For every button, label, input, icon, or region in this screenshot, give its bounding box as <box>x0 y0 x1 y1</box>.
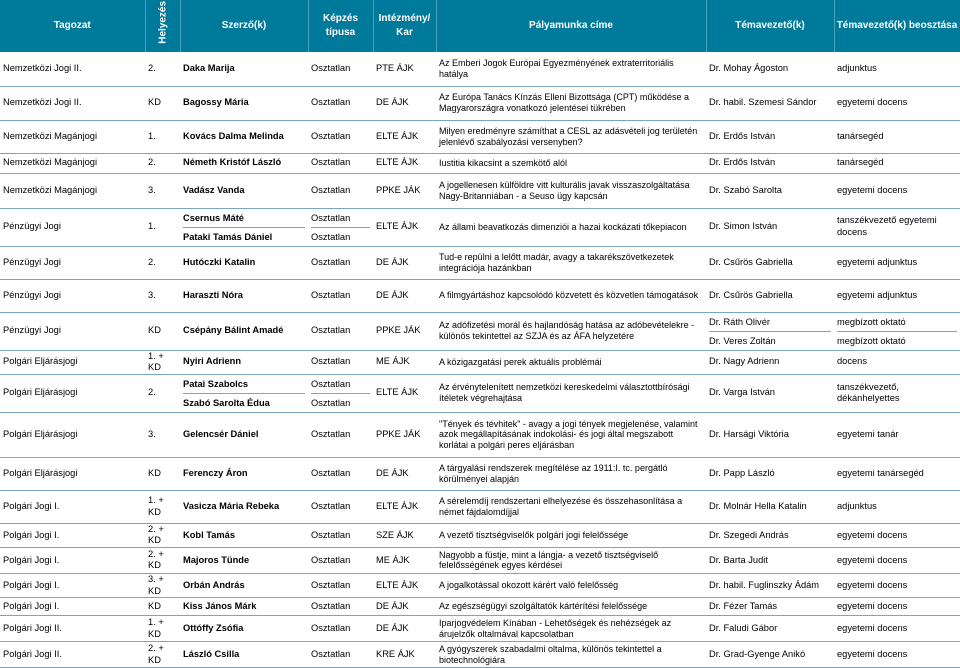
table-row <box>0 412 960 457</box>
cell-kepzes <box>308 86 373 120</box>
cell-beosztas <box>834 616 960 642</box>
cell-temavezeto-value: Dr. Grad-Gyenge Anikó <box>709 648 806 659</box>
cell-temavezeto-value: Dr. Erdős István <box>709 157 776 168</box>
cell-intezmeny: DE ÁJK <box>373 86 436 120</box>
cell-beosztas-value: egyetemi docens <box>837 579 908 590</box>
cell-intezmeny: SZE ÁJK <box>373 523 436 547</box>
cell-kepzes-value: Osztatlan <box>311 256 351 267</box>
cell-cim: Az Emberi Jogok Európai Egyezményének extraterritoriális hatálya <box>436 52 706 86</box>
table-row <box>0 279 960 312</box>
cell-cim: A tárgyalási rendszerek megítélése az 1911:I. tc. pergátló körülményei alapján <box>436 457 706 490</box>
cell-tagozat: Pénzügyi Jogi <box>0 208 145 246</box>
table-row <box>0 490 960 523</box>
cell-helyezes: KD <box>145 86 180 120</box>
cell-beosztas-value: tanszékvezető, dékánhelyettes <box>837 381 900 404</box>
cell-temavezeto-value: Dr. Erdős István <box>709 130 776 141</box>
cell-szerzo-value: Vadász Vanda <box>183 184 245 195</box>
cell-kepzes-value: Osztatlan <box>311 157 351 168</box>
cell-intezmeny: PPKE JÁK <box>373 173 436 208</box>
cell-beosztas-value: egyetemi docens <box>837 97 908 108</box>
cell-intezmeny: ELTE ÁJK <box>373 208 436 246</box>
header-intezmeny: Intézmény/ Kar <box>373 0 436 52</box>
cell-tagozat: Polgári Jogi I. <box>0 598 145 616</box>
cell-temavezeto-value: Dr. Varga István <box>709 387 775 398</box>
cell-temavezeto <box>706 547 834 573</box>
cell-intezmeny: ELTE ÁJK <box>373 153 436 173</box>
table-row <box>0 523 960 547</box>
header-cim: Pályamunka címe <box>436 0 706 52</box>
cell-szerzo <box>180 457 308 490</box>
header-tagozat: Tagozat <box>0 0 145 52</box>
cell-intezmeny: DE ÁJK <box>373 616 436 642</box>
cell-kepzes <box>308 246 373 279</box>
cell-kepzes-value: Osztatlan <box>311 529 351 540</box>
cell-szerzo-value: Kobl Tamás <box>183 529 236 540</box>
cell-szerzo-value: Ferenczy Áron <box>183 467 248 478</box>
header-helyezes-label: Helyezés <box>156 0 168 44</box>
cell-helyezes: 3. <box>145 173 180 208</box>
cell-szerzo-value: Patai Szabolcs <box>183 378 249 389</box>
cell-szerzo-value: Haraszti Nóra <box>183 289 243 300</box>
cell-helyezes: KD <box>145 457 180 490</box>
cell-kepzes-value: Osztatlan <box>311 648 351 659</box>
cell-temavezeto <box>706 642 834 668</box>
cell-szerzo <box>180 490 308 523</box>
cell-tagozat: Nemzetközi Magánjogi <box>0 153 145 173</box>
cell-intezmeny: ELTE ÁJK <box>373 490 436 523</box>
cell-szerzo-value: Bagossy Mária <box>183 97 249 108</box>
cell-beosztas-value: megbízott oktató <box>837 331 957 350</box>
cell-cim: A jogalkotással okozott kárért való felelősség <box>436 573 706 597</box>
cell-kepzes-value: Osztatlan <box>311 212 351 223</box>
cell-szerzo-value: Csernus Máté <box>183 212 244 223</box>
cell-temavezeto-value: Dr. Harsági Viktória <box>709 428 789 439</box>
cell-kepzes-value: Osztatlan <box>311 289 351 300</box>
cell-cim: Tud-e repülni a lelőtt madár, avagy a takarékszövetkezetek integrációja hazánkban <box>436 246 706 279</box>
cell-beosztas <box>834 120 960 153</box>
cell-intezmeny: ME ÁJK <box>373 350 436 374</box>
cell-szerzo <box>180 312 308 350</box>
cell-helyezes: 1. + KD <box>145 350 180 374</box>
cell-temavezeto <box>706 173 834 208</box>
cell-beosztas <box>834 457 960 490</box>
table-row <box>0 52 960 86</box>
table-row <box>0 208 960 246</box>
cell-temavezeto-value: Dr. Csűrös Gabriella <box>709 289 793 300</box>
cell-temavezeto <box>706 52 834 86</box>
cell-helyezes: 3. <box>145 279 180 312</box>
cell-tagozat: Nemzetközi Magánjogi <box>0 173 145 208</box>
cell-beosztas <box>834 350 960 374</box>
cell-tagozat: Polgári Jogi II. <box>0 616 145 642</box>
cell-helyezes: 1. <box>145 208 180 246</box>
header-helyezes <box>145 0 180 52</box>
cell-beosztas <box>834 246 960 279</box>
cell-kepzes-value: Osztatlan <box>311 130 351 141</box>
table-row <box>0 457 960 490</box>
cell-temavezeto-value: Dr. Ráth Olivér <box>709 316 770 327</box>
cell-temavezeto <box>706 312 834 350</box>
cell-kepzes-value: Osztatlan <box>311 600 351 611</box>
cell-szerzo <box>180 279 308 312</box>
cell-kepzes <box>308 279 373 312</box>
cell-kepzes-value: Osztatlan <box>311 393 370 412</box>
cell-cim: Az állami beavatkozás dimenziói a hazai kockázati tőkepiacon <box>436 208 706 246</box>
cell-cim: Az Európa Tanács Kínzás Elleni Bizottsága (CPT) működése a Magyarországra vonatkozó jelentései tükrében <box>436 86 706 120</box>
cell-beosztas-value: egyetemi tanár <box>837 428 899 439</box>
cell-kepzes-value: Osztatlan <box>311 97 351 108</box>
cell-tagozat: Polgári Eljárásjogi <box>0 457 145 490</box>
cell-szerzo <box>180 246 308 279</box>
cell-intezmeny: ELTE ÁJK <box>373 120 436 153</box>
cell-beosztas-value: egyetemi docens <box>837 554 908 565</box>
cell-temavezeto <box>706 246 834 279</box>
table-row <box>0 350 960 374</box>
cell-beosztas <box>834 312 960 350</box>
cell-temavezeto <box>706 573 834 597</box>
cell-tagozat: Polgári Jogi I. <box>0 573 145 597</box>
cell-temavezeto-value: Dr. habil. Szemesi Sándor <box>709 97 817 108</box>
cell-intezmeny: DE ÁJK <box>373 598 436 616</box>
cell-kepzes-value: Osztatlan <box>311 62 351 73</box>
cell-beosztas-value: egyetemi adjunktus <box>837 289 918 300</box>
cell-intezmeny: ELTE ÁJK <box>373 374 436 412</box>
cell-tagozat: Nemzetközi Magánjogi <box>0 120 145 153</box>
cell-szerzo-value: Gelencsér Dániel <box>183 428 259 439</box>
cell-temavezeto-value: Dr. Faludi Gábor <box>709 622 778 633</box>
cell-kepzes <box>308 573 373 597</box>
cell-cim: "Tények és tévhitek" - avagy a jogi tények megjelenése, valamint azok megállapításának indokolási- és jogi által megszabott korlátai a polgári peres eljárásban <box>436 412 706 457</box>
cell-intezmeny: DE ÁJK <box>373 279 436 312</box>
cell-helyezes: 1. + KD <box>145 490 180 523</box>
cell-szerzo <box>180 616 308 642</box>
cell-kepzes <box>308 120 373 153</box>
cell-kepzes-value: Osztatlan <box>311 467 351 478</box>
cell-temavezeto <box>706 153 834 173</box>
cell-helyezes: 2. + KD <box>145 642 180 668</box>
cell-helyezes: KD <box>145 312 180 350</box>
table-row <box>0 120 960 153</box>
cell-beosztas <box>834 412 960 457</box>
cell-beosztas <box>834 490 960 523</box>
cell-cim: A gyógyszerek szabadalmi oltalma, különös tekintettel a biotechnológiára <box>436 642 706 668</box>
cell-intezmeny: ELTE ÁJK <box>373 573 436 597</box>
cell-szerzo <box>180 374 308 412</box>
cell-tagozat: Nemzetközi Jogi II. <box>0 86 145 120</box>
cell-szerzo-value: Nyiri Adrienn <box>183 356 242 367</box>
cell-szerzo-value: Csépány Bálint Amadé <box>183 325 284 336</box>
cell-beosztas-value: tanársegéd <box>837 130 884 141</box>
cell-temavezeto <box>706 412 834 457</box>
cell-temavezeto <box>706 350 834 374</box>
cell-beosztas <box>834 153 960 173</box>
cell-temavezeto-value: Dr. Barta Judit <box>709 554 768 565</box>
cell-tagozat: Pénzügyi Jogi <box>0 279 145 312</box>
cell-szerzo-value: Kovács Dalma Melinda <box>183 130 284 141</box>
cell-szerzo <box>180 412 308 457</box>
cell-kepzes-value: Osztatlan <box>311 227 370 246</box>
cell-temavezeto <box>706 616 834 642</box>
cell-temavezeto-value: Dr. habil. Fuglinszky Ádám <box>709 579 820 590</box>
table-row <box>0 86 960 120</box>
cell-szerzo <box>180 573 308 597</box>
cell-temavezeto-value: Dr. Szabó Sarolta <box>709 184 782 195</box>
cell-beosztas-value: megbízott oktató <box>837 316 906 327</box>
cell-szerzo-value: Hutóczki Katalin <box>183 256 256 267</box>
cell-cim: Az adófizetési morál és hajlandóság hatása az adóbevételekre - különös tekintettel az SZJA és az ÁFA helyzetére <box>436 312 706 350</box>
header-kepzes: Képzés típusa <box>308 0 373 52</box>
header-beosztas: Témavezető(k) beosztása <box>834 0 960 52</box>
cell-kepzes <box>308 173 373 208</box>
table-row <box>0 312 960 350</box>
cell-beosztas-value: egyetemi tanársegéd <box>837 467 924 478</box>
cell-cim: A sérelemdíj rendszertani elhelyezése és összehasonlítása a német fájdalomdíjjal <box>436 490 706 523</box>
cell-helyezes: 2. + KD <box>145 523 180 547</box>
cell-temavezeto <box>706 279 834 312</box>
cell-temavezeto-value: Dr. Szegedi András <box>709 529 789 540</box>
cell-helyezes: 2. <box>145 246 180 279</box>
cell-helyezes: 3. <box>145 412 180 457</box>
cell-beosztas-value: tanszékvezető egyetemi docens <box>837 215 937 237</box>
table-row <box>0 598 960 616</box>
cell-szerzo <box>180 173 308 208</box>
cell-temavezeto <box>706 208 834 246</box>
cell-szerzo <box>180 547 308 573</box>
cell-temavezeto-value: Dr. Molnár Hella Katalin <box>709 500 807 511</box>
cell-intezmeny: DE ÁJK <box>373 457 436 490</box>
cell-helyezes: 2. + KD <box>145 547 180 573</box>
cell-kepzes-value: Osztatlan <box>311 378 351 389</box>
cell-tagozat: Polgári Jogi I. <box>0 523 145 547</box>
table-row <box>0 246 960 279</box>
cell-kepzes-value: Osztatlan <box>311 325 351 336</box>
table-row <box>0 547 960 573</box>
cell-intezmeny: PTE ÁJK <box>373 52 436 86</box>
cell-tagozat: Pénzügyi Jogi <box>0 312 145 350</box>
cell-temavezeto-value: Dr. Nagy Adrienn <box>709 356 780 367</box>
cell-szerzo <box>180 52 308 86</box>
cell-kepzes <box>308 52 373 86</box>
cell-beosztas <box>834 374 960 412</box>
cell-szerzo-value: Majoros Tünde <box>183 554 250 565</box>
cell-kepzes-value: Osztatlan <box>311 428 351 439</box>
cell-beosztas-value: egyetemi docens <box>837 622 908 633</box>
cell-temavezeto-value: Dr. Veres Zoltán <box>709 331 831 350</box>
cell-szerzo <box>180 153 308 173</box>
cell-kepzes <box>308 208 373 246</box>
cell-intezmeny: ME ÁJK <box>373 547 436 573</box>
cell-beosztas-value: egyetemi docens <box>837 600 908 611</box>
cell-kepzes <box>308 616 373 642</box>
cell-kepzes <box>308 598 373 616</box>
cell-beosztas <box>834 523 960 547</box>
cell-szerzo <box>180 598 308 616</box>
table-row <box>0 616 960 642</box>
cell-temavezeto <box>706 86 834 120</box>
cell-szerzo-value: Szabó Sarolta Édua <box>183 393 305 412</box>
cell-szerzo-value: Pataki Tamás Dániel <box>183 227 305 246</box>
cell-szerzo <box>180 642 308 668</box>
cell-cim: Iustitia kikacsint a szemkötő alól <box>436 153 706 173</box>
cell-intezmeny: DE ÁJK <box>373 246 436 279</box>
cell-kepzes <box>308 547 373 573</box>
cell-temavezeto <box>706 457 834 490</box>
cell-szerzo <box>180 120 308 153</box>
cell-kepzes-value: Osztatlan <box>311 554 351 565</box>
cell-kepzes <box>308 490 373 523</box>
cell-szerzo-value: Németh Kristóf László <box>183 157 282 168</box>
cell-kepzes <box>308 523 373 547</box>
cell-cim: Milyen eredményre számíthat a CESL az adásvételi jog területén jelenlévő szabályozási versenyben? <box>436 120 706 153</box>
cell-beosztas-value: tanársegéd <box>837 157 884 168</box>
cell-temavezeto <box>706 490 834 523</box>
cell-beosztas <box>834 208 960 246</box>
cell-cim: Iparjogvédelem Kínában - Lehetőségek és nehézségek az árujelzők oltalmával kapcsolatban <box>436 616 706 642</box>
table-row <box>0 374 960 412</box>
cell-temavezeto <box>706 120 834 153</box>
cell-helyezes: KD <box>145 598 180 616</box>
cell-beosztas <box>834 279 960 312</box>
cell-kepzes <box>308 412 373 457</box>
cell-tagozat: Polgári Jogi II. <box>0 642 145 668</box>
cell-tagozat: Polgári Eljárásjogi <box>0 412 145 457</box>
cell-beosztas-value: egyetemi docens <box>837 648 908 659</box>
header-szerzo: Szerző(k) <box>180 0 308 52</box>
cell-tagozat: Polgári Jogi I. <box>0 547 145 573</box>
cell-beosztas <box>834 52 960 86</box>
cell-temavezeto <box>706 598 834 616</box>
cell-temavezeto-value: Dr. Mohay Ágoston <box>709 62 789 73</box>
cell-temavezeto <box>706 374 834 412</box>
cell-beosztas-value: egyetemi adjunktus <box>837 256 918 267</box>
cell-szerzo-value: Vasicza Mária Rebeka <box>183 500 280 511</box>
cell-cim: Az érvénytelenített nemzetközi kereskedelmi választottbírósági ítéletek végrehajtása <box>436 374 706 412</box>
cell-kepzes <box>308 350 373 374</box>
cell-kepzes-value: Osztatlan <box>311 622 351 633</box>
table-row <box>0 153 960 173</box>
cell-helyezes: 2. <box>145 52 180 86</box>
cell-tagozat: Polgári Eljárásjogi <box>0 350 145 374</box>
cell-temavezeto-value: Dr. Papp László <box>709 467 775 478</box>
cell-cim: A közigazgatási perek aktuális problémái <box>436 350 706 374</box>
cell-temavezeto-value: Dr. Fézer Tamás <box>709 600 778 611</box>
cell-kepzes <box>308 374 373 412</box>
cell-szerzo <box>180 350 308 374</box>
cell-kepzes-value: Osztatlan <box>311 500 351 511</box>
cell-szerzo-value: László Csilla <box>183 648 240 659</box>
cell-beosztas <box>834 86 960 120</box>
cell-beosztas-value: adjunktus <box>837 500 877 511</box>
cell-szerzo <box>180 523 308 547</box>
cell-tagozat: Polgári Jogi I. <box>0 490 145 523</box>
cell-temavezeto-value: Dr. Simon István <box>709 221 778 232</box>
cell-cim: A jogellenesen külföldre vitt kulturális javak visszaszolgáltatása Nagy-Britanniában - a Seuso ügy kapcsán <box>436 173 706 208</box>
cell-beosztas <box>834 598 960 616</box>
cell-temavezeto-value: Dr. Csűrös Gabriella <box>709 256 793 267</box>
cell-cim: Az egészségügyi szolgáltatók kártérítési felelőssége <box>436 598 706 616</box>
cell-helyezes: 1. <box>145 120 180 153</box>
table-row <box>0 573 960 597</box>
cell-szerzo-value: Orbán András <box>183 579 245 590</box>
cell-beosztas-value: adjunktus <box>837 62 877 73</box>
cell-helyezes: 2. <box>145 374 180 412</box>
cell-intezmeny: PPKE JÁK <box>373 412 436 457</box>
cell-tagozat: Polgári Eljárásjogi <box>0 374 145 412</box>
cell-tagozat: Nemzetközi Jogi II. <box>0 52 145 86</box>
cell-beosztas-value: docens <box>837 356 867 367</box>
cell-szerzo-value: Daka Marija <box>183 62 235 73</box>
cell-tagozat: Pénzügyi Jogi <box>0 246 145 279</box>
cell-beosztas-value: egyetemi docens <box>837 184 908 195</box>
cell-beosztas <box>834 547 960 573</box>
cell-kepzes <box>308 457 373 490</box>
table-row <box>0 642 960 668</box>
cell-szerzo <box>180 86 308 120</box>
cell-beosztas <box>834 573 960 597</box>
header-row <box>0 0 960 52</box>
cell-temavezeto <box>706 523 834 547</box>
cell-cim: A vezető tisztségviselők polgári jogi felelőssége <box>436 523 706 547</box>
cell-kepzes <box>308 312 373 350</box>
cell-cim: Nagyobb a füstje, mint a lángja- a vezető tisztségviselő felelősségének egyes kérdései <box>436 547 706 573</box>
cell-beosztas <box>834 173 960 208</box>
cell-cim: A filmgyártáshoz kapcsolódó közvetett és közvetlen támogatások <box>436 279 706 312</box>
cell-intezmeny: PPKE JÁK <box>373 312 436 350</box>
cell-beosztas-value: egyetemi docens <box>837 529 908 540</box>
header-temavezeto: Témavezető(k) <box>706 0 834 52</box>
cell-helyezes: 1. + KD <box>145 616 180 642</box>
cell-helyezes: 2. <box>145 153 180 173</box>
cell-szerzo-value: Kiss János Márk <box>183 600 257 611</box>
cell-szerzo-value: Ottóffy Zsófia <box>183 622 244 633</box>
cell-kepzes <box>308 153 373 173</box>
cell-kepzes <box>308 642 373 668</box>
cell-kepzes-value: Osztatlan <box>311 579 351 590</box>
table-row <box>0 173 960 208</box>
cell-intezmeny: KRE ÁJK <box>373 642 436 668</box>
cell-beosztas <box>834 642 960 668</box>
cell-kepzes-value: Osztatlan <box>311 356 351 367</box>
cell-szerzo <box>180 208 308 246</box>
cell-helyezes: 3. + KD <box>145 573 180 597</box>
cell-kepzes-value: Osztatlan <box>311 184 351 195</box>
table-body <box>0 52 960 668</box>
